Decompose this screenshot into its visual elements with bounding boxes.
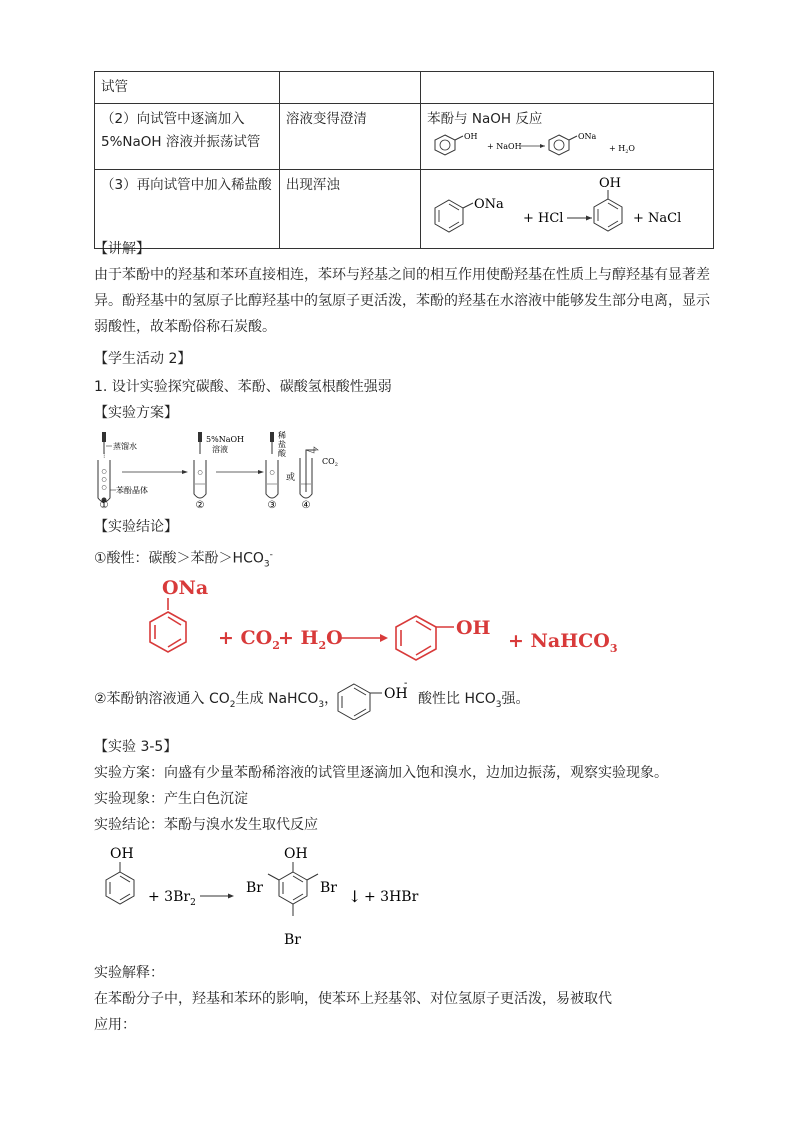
svg-text:○: ○ xyxy=(101,476,107,483)
nacl-label: + NaCl xyxy=(633,211,682,226)
oh-label-reactant: OH xyxy=(110,846,134,862)
test-tube-4 xyxy=(300,447,338,498)
test-tube-2 xyxy=(194,432,244,498)
svg-text:┆: ┆ xyxy=(102,453,106,459)
h2o-label: + $H_2O$ xyxy=(278,627,343,652)
hbr-label: + 3HBr xyxy=(364,889,419,905)
acid-label-3: 酸 xyxy=(278,449,286,458)
ona-label: ONa xyxy=(474,197,504,212)
acid-label-2: 盐 xyxy=(278,440,286,449)
svg-text:○: ○ xyxy=(269,469,275,476)
table-cell: 溶液变得澄清 xyxy=(279,104,420,170)
table-row xyxy=(95,170,714,249)
phenol-naoh-equation xyxy=(427,131,697,157)
step-2-label: ② xyxy=(195,500,205,511)
bromination-equation xyxy=(96,842,436,952)
exp35-conclusion: 实验结论：苯酚与溴水发生取代反应 xyxy=(94,817,318,833)
oh-label: OH xyxy=(456,617,491,639)
co2-label: + $CO_2$ xyxy=(218,627,280,652)
step-3-label: ③ xyxy=(267,500,277,511)
nahco3-label: + NaHCO$_3$ xyxy=(508,630,618,655)
sodium-phenoxide-hcl-equation xyxy=(427,172,697,238)
table-cell: （3）再向试管中加入稀盐酸 xyxy=(95,170,280,249)
co2-label: $CO_2$ xyxy=(322,457,338,468)
test-tube-1 xyxy=(98,432,148,503)
table-cell xyxy=(421,104,714,170)
table-cell: 试管 xyxy=(95,72,280,104)
br-label-right: Br xyxy=(320,880,337,896)
or-label: 或 xyxy=(286,473,296,483)
precipitate-arrow: ↓ xyxy=(348,887,362,906)
exp35-explain: 在苯酚分子中，羟基和苯环的影响，使苯环上羟基邻、对位氢原子更活泼，易被取代 xyxy=(94,991,612,1007)
svg-text:○: ○ xyxy=(197,469,203,476)
crystal-label: 苯酚晶体 xyxy=(116,486,148,495)
lecture-heading: 【讲解】 xyxy=(94,241,150,257)
exp35-explain-heading: 实验解释： xyxy=(94,965,164,981)
naoh-label-2: 溶液 xyxy=(212,445,228,454)
conclusion-2-tail: 酸性比 $HCO_3$强。 xyxy=(418,691,530,710)
hcl-label: + HCl xyxy=(523,211,564,226)
activity-item: 1. 设计实验探究碳酸、苯酚、碳酸氢根酸性强弱 xyxy=(94,379,392,395)
exp35-heading: 【实验 3-5】 xyxy=(94,739,178,755)
table-row xyxy=(95,72,714,104)
naoh-label: + NaOH xyxy=(487,142,522,151)
acid-label-1: 稀 xyxy=(278,431,286,440)
br2-label: + $3Br_2$ xyxy=(148,889,196,908)
table-cell xyxy=(421,170,714,249)
conclusion-heading: 【实验结论】 xyxy=(94,519,178,535)
table-cell xyxy=(279,72,420,104)
experiment-table xyxy=(94,71,714,249)
table-cell xyxy=(95,104,280,170)
step-4-label: ④ xyxy=(301,500,311,511)
exp35-apply: 应用： xyxy=(94,1017,136,1033)
phenoxide-co2-equation xyxy=(140,572,620,668)
table-cell xyxy=(421,72,714,104)
svg-text:○: ○ xyxy=(101,468,107,475)
br-label-left: Br xyxy=(246,880,263,896)
ona-label: ONa xyxy=(578,132,597,141)
oh-label: OH xyxy=(384,686,408,702)
exp35-phenomenon: 实验现象：产生白色沉淀 xyxy=(94,791,248,807)
oh-label-product: OH xyxy=(284,846,308,862)
test-tube-3 xyxy=(266,430,287,498)
activity-heading: 【学生活动 2】 xyxy=(94,351,192,367)
h2o-label: + $H_2O$ xyxy=(609,144,636,155)
phenol-structure-inline xyxy=(334,680,414,720)
lecture-paragraph: 由于苯酚中的羟基和苯环直接相连，苯环与羟基之间的相互作用使酚羟基在性质上与醇羟基有显著差异。酚羟基中的氢原子比醇羟基中的氢原子更活泼，苯酚的羟基在水溶液中能够发生部分电离，显示弱酸性，故苯酚俗称石炭酸。 xyxy=(94,267,710,335)
table-cell: 出现浑浊 xyxy=(279,170,420,249)
cell-line: 苯酚与 NaOH 反应 xyxy=(427,111,543,127)
exp35-plan: 实验方案：向盛有少量苯酚稀溶液的试管里逐滴加入饱和溴水，边加边振荡，观察实验现象。 xyxy=(94,765,668,781)
water-label: 蒸馏水 xyxy=(113,442,137,451)
cell-line: 5%NaOH 溶液并振荡试管 xyxy=(101,134,261,150)
minus-sign: - xyxy=(404,680,408,689)
conclusion-acidity: ①酸性：碳酸＞苯酚$>HCO_3^-$ xyxy=(94,550,273,570)
oh-label: OH xyxy=(464,132,478,141)
oh-label: OH xyxy=(599,176,622,191)
apparatus-diagram xyxy=(94,428,354,512)
table-row xyxy=(95,104,714,170)
br-label-bottom: Br xyxy=(284,932,301,948)
conclusion-2: ②苯酚钠溶液通入 $CO_2$生成 NaHCO$_3$， xyxy=(94,691,339,710)
step-1-label: ① xyxy=(99,500,109,511)
svg-text:○: ○ xyxy=(101,484,107,491)
ona-label: ONa xyxy=(162,577,209,599)
plan-heading: 【实验方案】 xyxy=(94,405,178,421)
naoh-label-1: 5%NaOH xyxy=(206,435,244,444)
cell-line: （2）向试管中逐滴加入 xyxy=(101,111,245,127)
